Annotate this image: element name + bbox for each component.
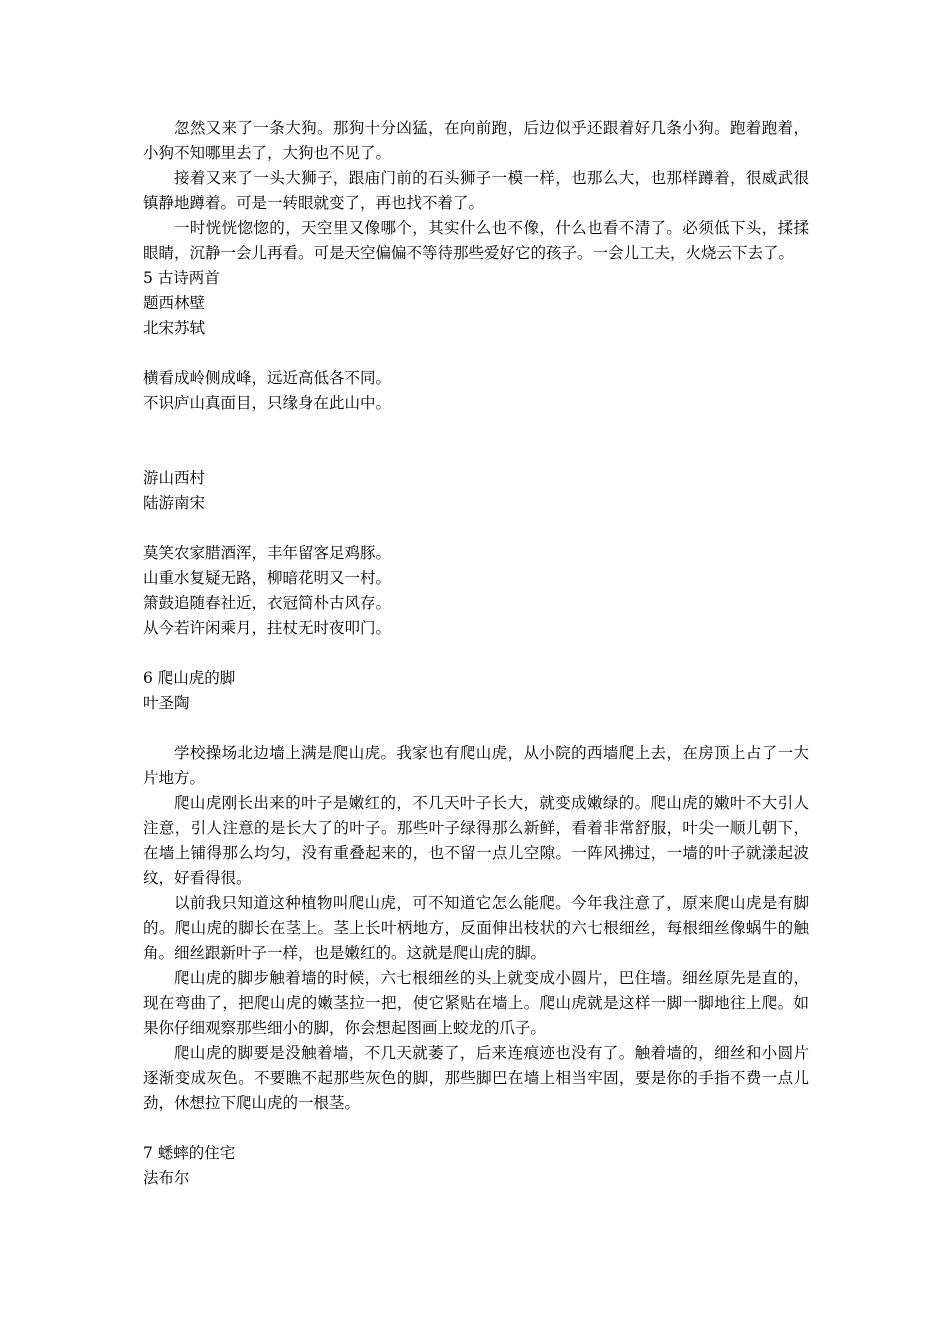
paragraph: 接着又来了一头大狮子，跟庙门前的石头狮子一模一样，也那么大，也那样蹲着，很威武很镇静地蹲着。可是一转眼就变了，再也找不着了。 xyxy=(143,169,809,212)
poem-line: 莫笑农家腊酒浑，丰年留客足鸡豚。 xyxy=(143,544,392,562)
paragraph: 以前我只知道这种植物叫爬山虎，可不知道它怎么能爬。今年我注意了，原来爬山虎是有脚的。爬山虎的脚长在茎上。茎上长叶柄地方，反面伸出枝状的六七根细丝，每根细丝像蜗牛的触角。细丝跟新叶子一样，也是嫩红的。这就是爬山虎的脚。 xyxy=(143,894,809,962)
section-author: 法布尔 xyxy=(143,1169,190,1187)
section-heading: 5 古诗两首 xyxy=(143,269,220,287)
paragraph: 爬山虎的脚要是没触着墙，不几天就萎了，后来连痕迹也没有了。触着墙的，细丝和小圆片逐渐变成灰色。不要瞧不起那些灰色的脚，那些脚巴在墙上相当牢固，要是你的手指不费一点儿劲，休想拉下爬山虎的一根茎。 xyxy=(143,1044,809,1112)
poem-line: 箫鼓追随春社近，衣冠简朴古风存。 xyxy=(143,594,392,612)
section-heading: 7 蟋蟀的住宅 xyxy=(143,1144,236,1162)
blank-line xyxy=(143,516,809,541)
paragraph: 学校操场北边墙上满是爬山虎。我家也有爬山虎，从小院的西墙爬上去，在房顶上占了一大片地方。 xyxy=(143,744,809,787)
poem-line: 山重水复疑无路，柳暗花明又一村。 xyxy=(143,569,392,587)
poem-line: 横看成岭侧成峰，远近高低各不同。 xyxy=(143,369,392,387)
section-heading: 6 爬山虎的脚 xyxy=(143,669,236,687)
section-author: 叶圣陶 xyxy=(143,694,190,712)
blank-line xyxy=(143,416,809,441)
paragraph: 一时恍恍惚惚的，天空里又像哪个，其实什么也不像，什么也看不清了。必须低下头，揉揉眼睛，沉静一会儿再看。可是天空偏偏不等待那些爱好它的孩子。一会儿工夫，火烧云下去了。 xyxy=(143,219,809,262)
blank-line xyxy=(143,441,809,466)
paragraph: 爬山虎的脚步触着墙的时候，六七根细丝的头上就变成小圆片，巴住墙。细丝原先是直的，现在弯曲了，把爬山虎的嫩茎拉一把，使它紧贴在墙上。爬山虎就是这样一脚一脚地往上爬。如果你仔细观察那些细小的脚，你会想起图画上蛟龙的爪子。 xyxy=(143,969,809,1037)
paragraph: 忽然又来了一条大狗。那狗十分凶猛，在向前跑，后边似乎还跟着好几条小狗。跑着跑着，小狗不知哪里去了，大狗也不见了。 xyxy=(143,119,809,162)
document-page xyxy=(143,116,809,1191)
paragraph: 爬山虎刚长出来的叶子是嫩红的，不几天叶子长大，就变成嫩绿的。爬山虎的嫩叶不大引人注意，引人注意的是长大了的叶子。那些叶子绿得那么新鲜，看着非常舒服，叶尖一顺儿朝下，在墙上铺得那么均匀，没有重叠起来的，也不留一点儿空隙。一阵风拂过，一墙的叶子就漾起波纹，好看得很。 xyxy=(143,794,809,887)
poem-author: 北宋苏轼 xyxy=(143,319,206,337)
poem-title: 题西林壁 xyxy=(143,294,206,312)
poem-line: 从今若许闲乘月，拄杖无时夜叩门。 xyxy=(143,619,392,637)
blank-line xyxy=(143,1116,809,1141)
poem-line: 不识庐山真面目，只缘身在此山中。 xyxy=(143,394,392,412)
blank-line xyxy=(143,341,809,366)
poem-author: 陆游南宋 xyxy=(143,494,206,512)
poem-title: 游山西村 xyxy=(143,469,206,487)
blank-line xyxy=(143,641,809,666)
blank-line xyxy=(143,716,809,741)
